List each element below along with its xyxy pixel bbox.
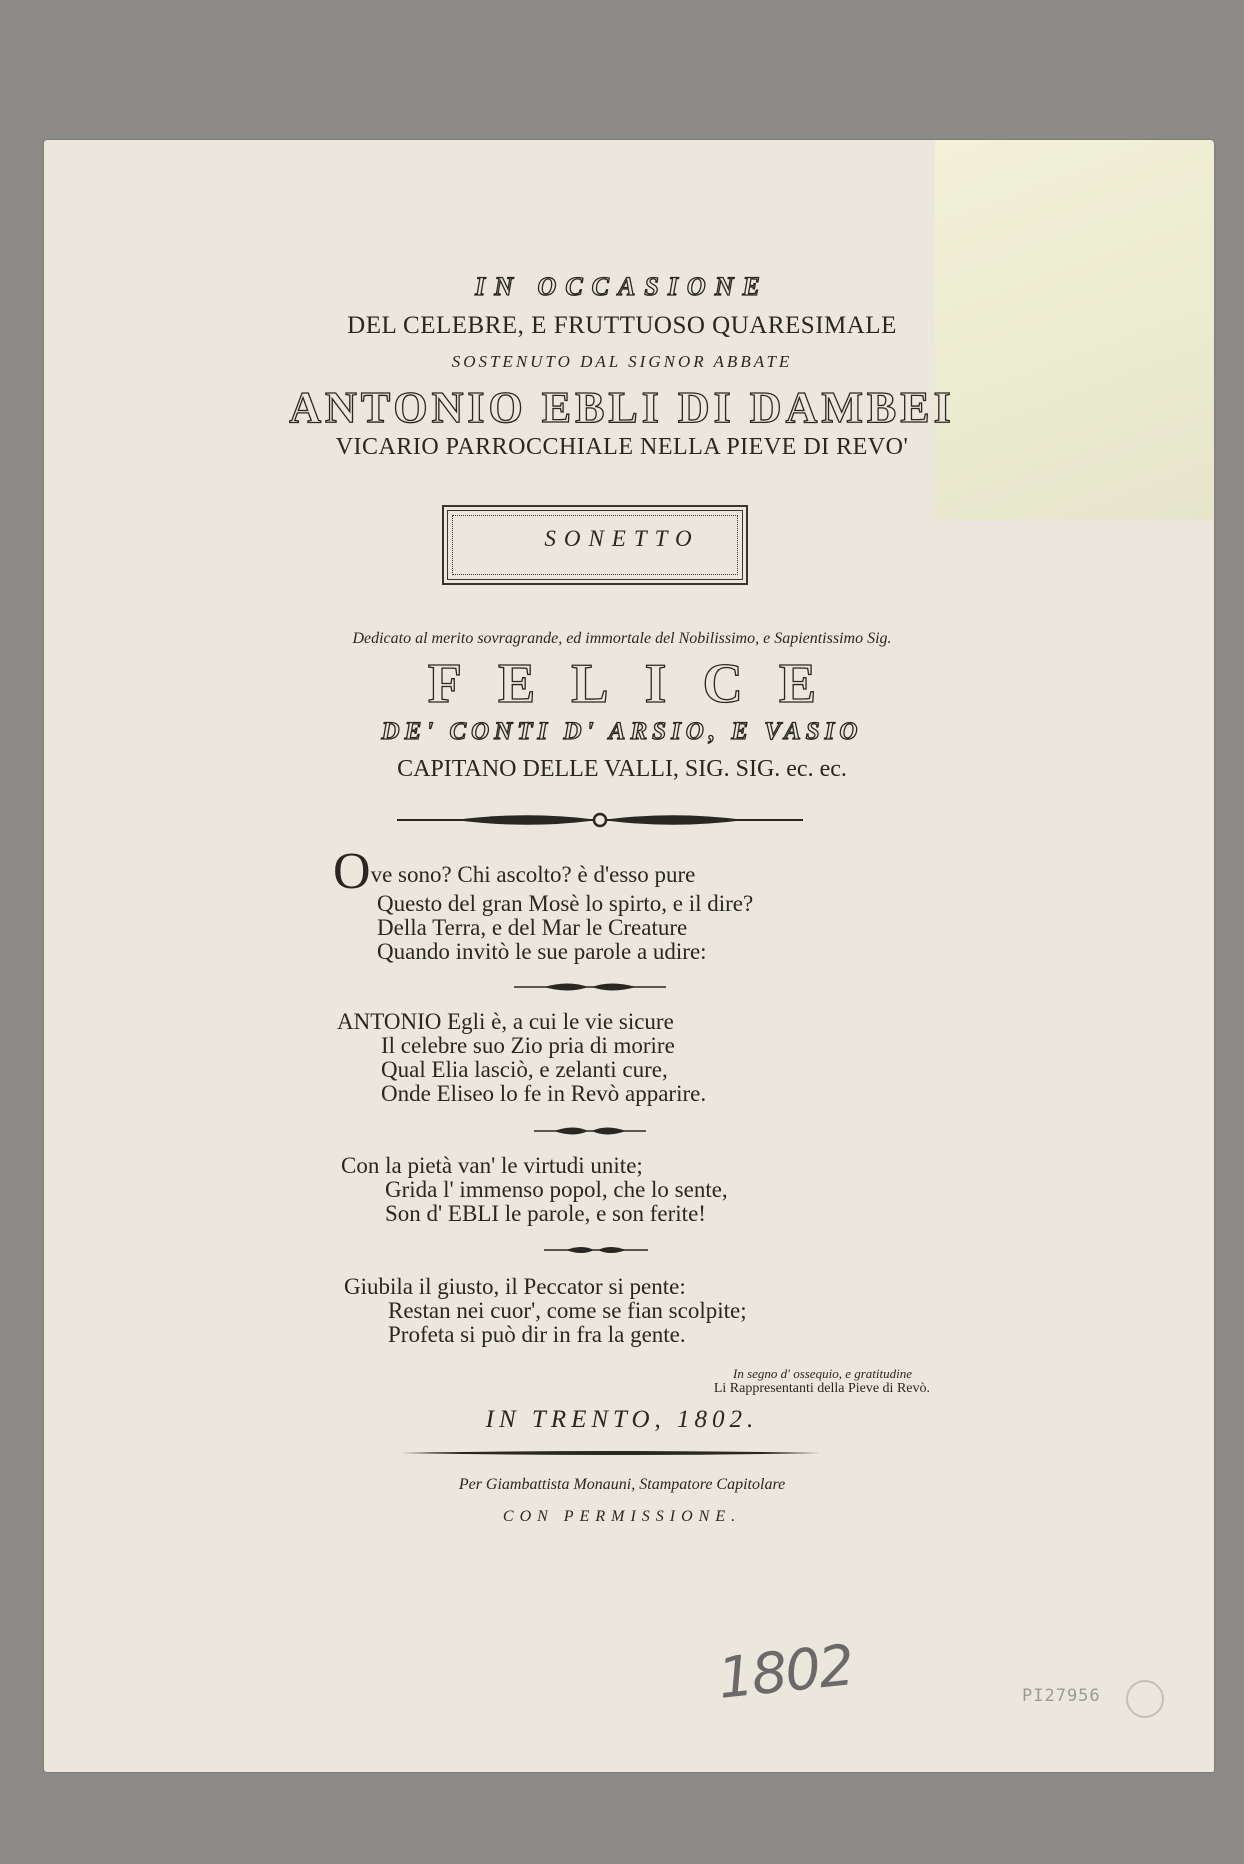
imprint-place-date: IN TRENTO, 1802. [485,1406,759,1433]
poem-line: Della Terra, e del Mar le Creature [377,915,688,940]
header-name: ANTONIO EBLI DI DAMBEI [289,383,955,432]
poem-stanza-4 [344,1275,747,1347]
dedicatee-title: CAPITANO DELLE VALLI, SIG. SIG. ec. ec. [397,756,847,782]
poem-line: Restan nei cuor', come se fian scolpite; [388,1298,747,1323]
library-seal-icon [1126,1680,1164,1718]
ornament-divider [395,808,805,832]
signature-line-1: In segno d' ossequio, e gratitudine [733,1366,912,1381]
stanza-divider [544,1242,648,1258]
imprint-rule [400,1448,820,1458]
poem-line: Giubila il giusto, il Peccator si pente: [344,1274,686,1299]
stanza-divider [534,1122,646,1140]
poem-line: Ove sono? Chi ascolto? è d'esso pure [333,843,696,900]
dedicatee-name: FELICE [427,653,853,715]
header-quaresimale: DEL CELEBRE, E FRUTTUOSO QUARESIMALE [347,312,897,339]
poem-stanza-1 [333,843,754,964]
poem-line: Con la pietà van' le virtudi unite; [341,1153,643,1178]
header-vicario: VICARIO PARROCCHIALE NELLA PIEVE DI REVO' [335,434,909,460]
signature-line-2: Li Rappresentanti della Pieve di Revò. [713,1381,930,1396]
poem-line: Grida l' immenso popol, che lo sente, [385,1177,728,1202]
dedication-line: Dedicato al merito sovragrande, ed immortale del Nobilissimo, e Sapientissimo Sig. [352,630,892,647]
poem-line: Il celebre suo Zio pria di morire [381,1033,675,1058]
sonetto-title: SONETTO [544,526,700,551]
poem-line: Qual Elia lasciò, e zelanti cure, [381,1057,668,1082]
dedicatee-family: DE' CONTI D' ARSIO, E VASIO [381,718,863,745]
poem-stanza-3 [341,1154,728,1226]
inventory-stamp: PI27956 [1022,1686,1101,1706]
poem-stanza-2 [337,1010,706,1106]
imprint-permission: CON PERMISSIONE. [502,1508,742,1525]
poem-line: Profeta si può dir in fra la gente. [388,1322,686,1347]
drop-cap: O [333,843,371,900]
header-occasion: IN OCCASIONE [475,272,769,301]
poem-line: Onde Eliseo lo fe in Revò apparire. [381,1081,707,1106]
header-sostenuto: SOSTENUTO DAL SIGNOR ABBATE [451,352,793,371]
pencil-year-annotation: 1802 [714,1633,856,1712]
stanza-divider [514,978,666,996]
poem-line: Quando invitò le sue parole a udire: [377,939,707,964]
poem-line: ANTONIO Egli è, a cui le vie sicure [337,1009,674,1034]
poem-line: Questo del gran Mosè lo spirto, e il dire? [377,891,754,916]
poem-line: Son d' EBLI le parole, e son ferite! [385,1201,706,1226]
imprint-printer: Per Giambattista Monauni, Stampatore Capitolare [458,1476,786,1493]
